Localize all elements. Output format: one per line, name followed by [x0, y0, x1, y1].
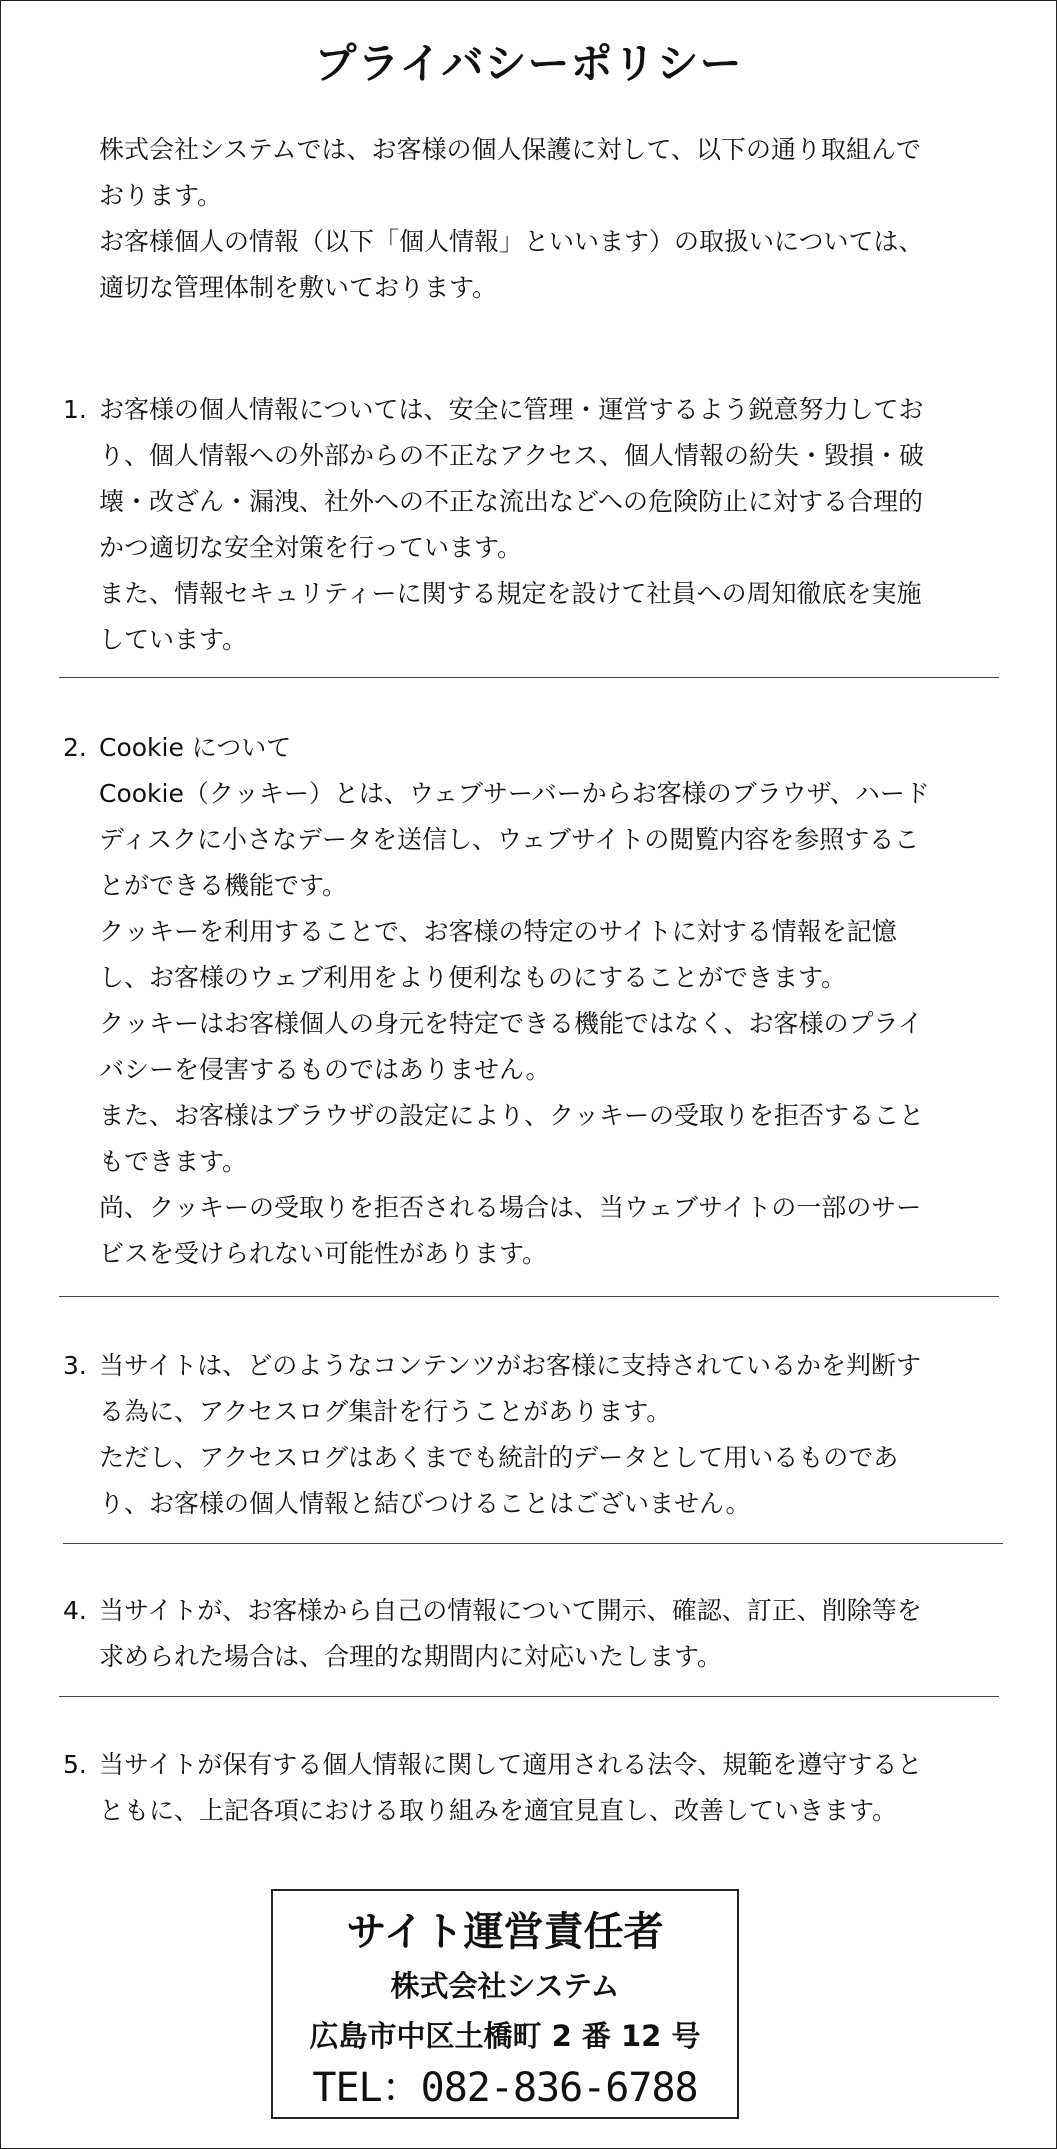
- section-line: る為に、アクセスログ集計を行うことがあります。: [99, 1397, 672, 1426]
- section-line: し、お客様のウェブ利用をより便利なものにすることができます。: [99, 963, 847, 992]
- section-number: 3.: [63, 1351, 87, 1380]
- contact-tel: TEL：082-836-6788: [312, 2065, 698, 2111]
- section-number: 2.: [63, 733, 87, 762]
- section-line: Cookie（クッキー）とは、ウェブサーバーからお客様のブラウザ、ハード: [99, 779, 930, 808]
- section-line: また、情報セキュリティーに関する規定を設けて社員への周知徹底を実施: [99, 579, 922, 608]
- section-line: り、お客様の個人情報と結びつけることはございません。: [99, 1489, 751, 1518]
- section-line: ビスを受けられない可能性があります。: [99, 1239, 548, 1268]
- section-line: ディスクに小さなデータを送信し、ウェブサイトの閲覧内容を参照するこ: [99, 825, 920, 854]
- section-body: [99, 1742, 983, 1834]
- intro-line: おります。: [99, 181, 223, 210]
- section-line: クッキーを利用することで、お客様の特定のサイトに対する情報を記憶: [99, 917, 897, 946]
- section-body: [99, 1343, 983, 1527]
- section-number: 1.: [63, 395, 87, 424]
- contact-title: サイト運営責任者: [346, 1909, 664, 1955]
- section-line: り、個人情報への外部からの不正なアクセス、個人情報の紛失・毀損・破: [99, 441, 925, 470]
- section-line: 当サイトが、お客様から自己の情報について開示、確認、訂正、削除等を: [99, 1596, 922, 1625]
- contact-box: [271, 1889, 739, 2119]
- section-body: [99, 387, 983, 663]
- section-1: [63, 387, 983, 663]
- section-line: 尚、クッキーの受取りを拒否される場合は、当ウェブサイトの一部のサー: [99, 1193, 922, 1222]
- page-title: プライバシーポリシー: [314, 39, 743, 88]
- section-line: しています。: [99, 625, 248, 654]
- section-line: また、お客様はブラウザの設定により、クッキーの受取りを拒否すること: [99, 1101, 925, 1130]
- section-divider: [59, 1296, 999, 1297]
- intro-text: [99, 127, 999, 311]
- section-divider: [59, 677, 999, 678]
- section-line: バシーを侵害するものではありません。: [99, 1055, 551, 1084]
- section-line: ともに、上記各項における取り組みを適宜見直し、改善していきます。: [99, 1796, 898, 1825]
- section-line: 当サイトが保有する個人情報に関して適用される法令、規範を遵守すると: [99, 1750, 923, 1779]
- section-line: かつ適切な安全対策を行っています。: [99, 533, 523, 562]
- section-5: [63, 1742, 983, 1834]
- section-number: 5.: [63, 1750, 87, 1779]
- section-3: [63, 1343, 983, 1527]
- section-divider: [63, 1543, 1003, 1544]
- section-line: 求められた場合は、合理的な期間内に対応いたします。: [99, 1642, 723, 1671]
- section-body: [99, 1588, 983, 1680]
- intro-line: 株式会社システムでは、お客様の個人保護に対して、以下の通り取組んで: [99, 135, 922, 164]
- section-line: とができる機能です。: [99, 871, 348, 900]
- section-line: もできます。: [99, 1147, 248, 1176]
- contact-company: 株式会社システム: [390, 1969, 620, 2003]
- section-line: お客様の個人情報については、安全に管理・運営するよう鋭意努力してお: [99, 395, 924, 424]
- section-line: クッキーはお客様個人の身元を特定できる機能ではなく、お客様のプライ: [99, 1009, 923, 1038]
- section-2: [63, 725, 983, 1277]
- section-4: [63, 1588, 983, 1680]
- section-line: 壊・改ざん・漏洩、社外への不正な流出などへの危険防止に対する合理的: [99, 487, 924, 516]
- contact-address: 広島市中区土橋町 2 番 12 号: [309, 2019, 701, 2053]
- section-divider: [59, 1696, 999, 1697]
- section-line: ただし、アクセスログはあくまでも統計的データとして用いるものであ: [99, 1443, 899, 1472]
- section-number: 4.: [63, 1596, 87, 1625]
- section-line: 当サイトは、どのようなコンテンツがお客様に支持されているかを判断す: [99, 1351, 922, 1380]
- intro-line: 適切な管理体制を敷いております。: [99, 273, 498, 302]
- intro-line: お客様個人の情報（以下「個人情報」といいます）の取扱いについては、: [99, 227, 924, 256]
- section-body: [99, 725, 983, 1277]
- section-line: Cookie について: [99, 733, 292, 762]
